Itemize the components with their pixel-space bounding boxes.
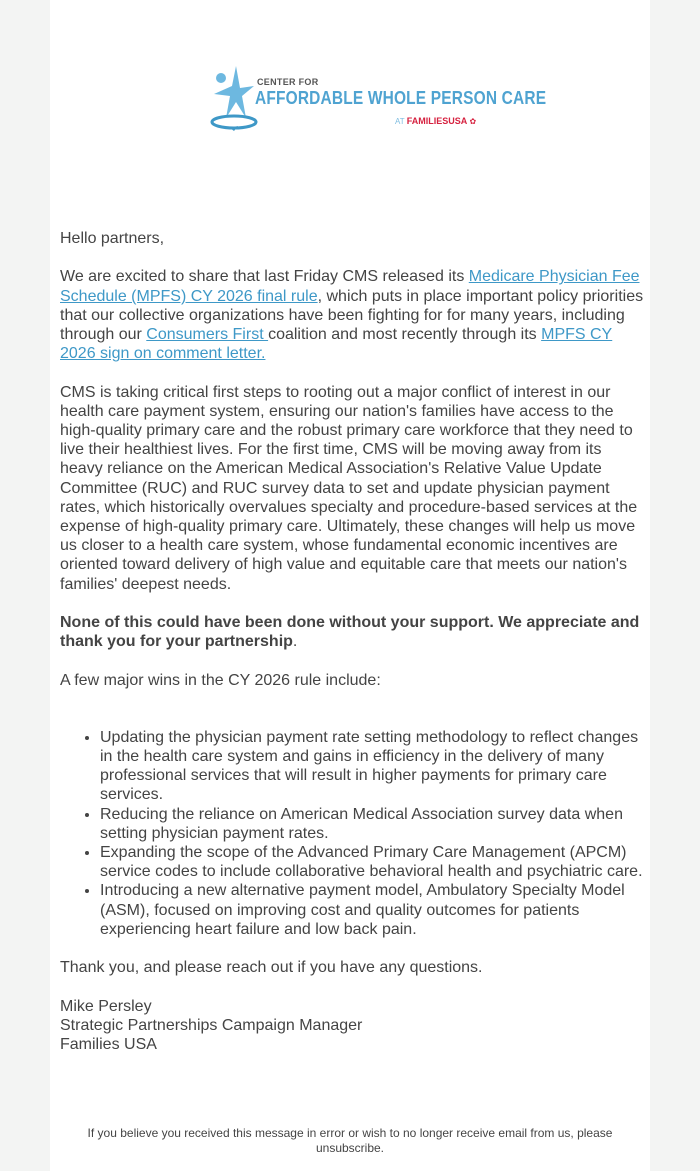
list-item: • Reducing the reliance on American Medical Association survey data when setting physician payment rates. [100,805,645,843]
list-item: • Introducing a new alternative payment model, Ambulatory Specialty Model (ASM), focused on improving cost and quality outcomes for patients experiencing heart failure and low back pain. [100,881,645,939]
intro-paragraph: We are excited to share that last Friday CMS released its Medicare Physician Fee Schedule (MPFS) CY 2026 final rule, which puts in place important policy priorities that our collective organizations have been fighting for for many years, including through our Consumers First coalition and most recently through its MPFS CY 2026 sign on comment letter. [60,268,644,363]
logo-subbrand: AT FAMILIESUSA ✿ [395,116,477,126]
email-content [60,229,645,1054]
consumers-first-link[interactable]: Consumers First [146,326,269,343]
list-item: • Updating the physician payment rate setting methodology to reflect changes in the health care system and gains in efficiency in the delivery of many professional services that will result in higher payments for primary care services. [100,728,645,805]
email-body [50,0,650,1171]
cms-paragraph: CMS is taking critical first steps to rooting out a major conflict of interest in our health care payment system, ensuring our nation's families have access to the high-quality primary care and the robust primary care workforce that they need to live their healthiest lives. For the first time, CMS will be moving away from its heavy reliance on the American Medical Association's Relative Value Update Committee (RUC) and RUC survey data to set and update physician payment rates, which historically overvalues specialty and procedure-based services at the expense of high-quality primary care. Ultimately, these changes will help us move us closer to a health care system, whose fundamental economic incentives are oriented toward delivery of high value and equitable care that meets our nation's families' deepest needs. [60,383,638,593]
closing: Thank you, and please reach out if you have any questions. [60,959,483,977]
comment-letter-link[interactable]: MPFS CY 2026 sign on comment letter. [60,326,613,363]
footer-unsubscribe[interactable]: If you believe you received this message in error or wish to no longer receive email from us, please unsubscribe. [87,1126,613,1155]
wins-intro: A few major wins in the CY 2026 rule include: [60,671,381,689]
logo-small-text: CENTER FOR [257,77,319,87]
signature-title: Strategic Partnerships Campaign Manager [60,1016,363,1034]
mpfs-final-rule-link[interactable]: Medicare Physician Fee Schedule (MPFS) CY 2026 final rule [60,268,640,305]
list-item: • Expanding the scope of the Advanced Primary Care Management (APCM) service codes to include collaborative behavioral health and psychiatric care. [100,843,645,881]
signature-org: Families USA [60,1036,157,1054]
signature [60,997,645,1055]
logo-title: AFFORDABLE WHOLE PERSON CARE [255,88,547,108]
person-circle-icon [210,64,260,132]
greeting: Hello partners, [60,230,165,247]
signature-name: Mike Persley [60,997,152,1015]
wins-list [60,728,645,939]
thanks-paragraph: None of this could have been done without your support. We appreciate and thank you for your partnership. [60,614,640,651]
logo[interactable] [210,64,547,134]
